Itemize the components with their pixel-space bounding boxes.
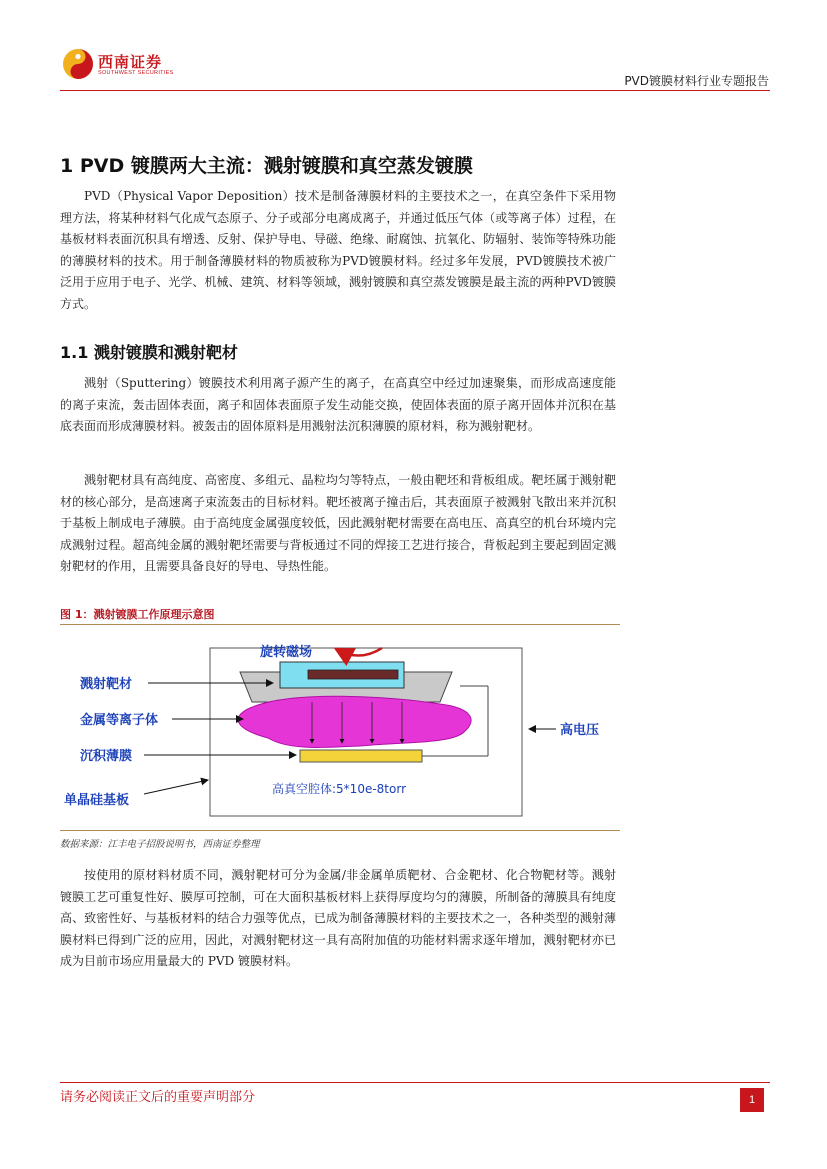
header-divider — [60, 90, 770, 91]
target-label: 溅射靶材 — [80, 677, 133, 692]
substrate-label: 单晶硅基板 — [64, 793, 130, 808]
figure-bottom-rule — [60, 830, 620, 831]
footer-notice: 请务必阅读正文后的重要声明部分 — [60, 1090, 256, 1105]
figure-caption: 图 1：溅射镀膜工作原理示意图 — [60, 608, 215, 621]
section-1-heading: 1 PVD 镀膜两大主流：溅射镀膜和真空蒸发镀膜 — [60, 155, 473, 177]
figure-source: 数据来源：江丰电子招股说明书，西南证券整理 — [60, 839, 260, 850]
section-1-1-heading: 1.1 溅射镀膜和溅射靶材 — [60, 343, 238, 362]
page-header — [0, 0, 827, 95]
logo-chinese-text: 西南证券 — [98, 53, 163, 71]
figure-top-rule — [60, 624, 620, 625]
footer-divider — [60, 1082, 770, 1083]
section-1-paragraph: PVD（Physical Vapor Deposition）技术是制备薄膜材料的主要技术之一，在真空条件下采用物理方法，将某种材料气化成气态原子、分子或部分电离成离子，并通过低压气体（或等离子体）过程，在基板材料表面沉积具有增透、反射、保护导电、导磁、绝缘、耐腐蚀、抗氧化、防辐射、装饰等特殊功能的薄膜材料的技术。用于制备薄膜材料的物质被称为PVD镀膜材料。经过多年发展，PVD镀膜技术被广泛用于应用于电子、光学、机械、建筑、材料等领域，溅射镀膜和真空蒸发镀膜是最主流的两种PVD镀膜方式。 — [60, 189, 616, 311]
substrate-pointer — [144, 780, 208, 794]
logo-english-text: SOUTHWEST SECURITIES — [98, 70, 174, 76]
rotating-field-arrow — [338, 648, 382, 656]
film-label: 沉积薄膜 — [80, 749, 133, 764]
sputtering-paragraph: 溅射（Sputtering）镀膜技术利用离子源产生的离子，在高真空中经过加速聚集，而形成高速度能的离子束流，轰击固体表面，离子和固体表面原子发生动能交换，使固体表面的原子离开固体并沉积在基底表面而形成薄膜材料。被轰击的固体原料是用溅射法沉积薄膜的原材料，称为溅射靶材。 — [60, 376, 616, 433]
company-logo — [62, 48, 182, 84]
plasma-region — [238, 696, 471, 747]
high-voltage-label: 高电压 — [560, 723, 600, 738]
magnet-bar — [308, 670, 398, 679]
plasma-label: 金属等离子体 — [80, 713, 159, 728]
vacuum-label: 高真空腔体:5*10e-8torr — [272, 782, 406, 796]
target-paragraph: 溅射靶材具有高纯度、高密度、多组元、晶粒均匀等特点，一般由靶坯和背板组成。靶坯属于溅射靶材的核心部分，是高速离子束流轰击的目标材料。靶坯被离子撞击后，其表面原子被溅射飞散出来并沉积于基板上制成电子薄膜。由于高纯度金属强度较低，因此溅射靶材需要在高电压、高真空的机台环境内完成溅射过程。超高纯金属的溅射靶坯需要与背板通过不同的焊接工艺进行接合，背板起到主要起到固定溅射靶材的作用，且需要具备良好的导电、导热性能。 — [60, 473, 616, 573]
rotating-field-label: 旋转磁场 — [260, 645, 313, 660]
sputtering-diagram — [60, 628, 620, 828]
target-types-paragraph: 按使用的原材料材质不同，溅射靶材可分为金属/非金属单质靶材、合金靶材、化合物靶材等。溅射镀膜工艺可重复性好、膜厚可控制，可在大面积基板材料上获得厚度均匀的薄膜，所制备的薄膜具有纯度高、致密性好、与基板材料的结合力强等优点，已成为制备薄膜材料的主要技术之一，各种类型的溅射薄膜材料已得到广泛的应用，因此，对溅射靶材这一具有高附加值的功能材料需求逐年增加，溅射靶材亦已成为目前市场应用量最大的 PVD 镀膜材料。 — [60, 868, 617, 968]
report-title: PVD镀膜材料行业专题报告 — [624, 74, 769, 88]
logo-mark-icon — [62, 48, 94, 80]
page-number: 1 — [740, 1088, 764, 1112]
deposited-film-block — [300, 750, 422, 762]
